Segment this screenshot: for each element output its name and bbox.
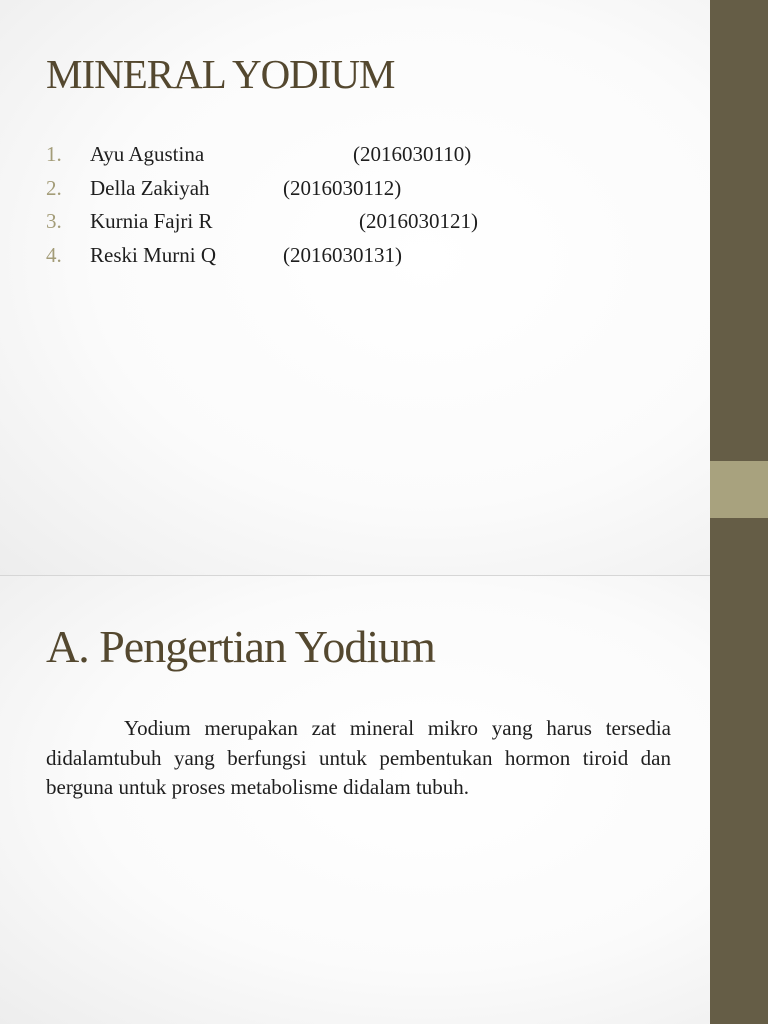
- member-nim: (2016030112): [283, 175, 402, 200]
- member-nim: (2016030110): [353, 142, 472, 166]
- member-name: Reski Murni Q: [90, 242, 216, 267]
- definition-paragraph: Yodium merupakan zat mineral mikro yang harus tersedia didalamtubuh yang berfungsi untuk pembentukan hormon tiroid dan berguna untuk proses metabolisme didalam tubuh.: [46, 716, 671, 799]
- slide-title: MINERAL YODIUM: [46, 51, 395, 97]
- member-name: Ayu Agustina: [90, 142, 205, 166]
- list-number: 4.: [46, 242, 62, 267]
- decorative-side-accent: [710, 461, 768, 518]
- list-number: 1.: [46, 142, 62, 166]
- member-nim: (2016030131): [283, 242, 402, 267]
- list-number: 2.: [46, 175, 62, 200]
- member-nim: (2016030121): [359, 209, 478, 233]
- list-number: 3.: [46, 209, 62, 233]
- member-name: Kurnia Fajri R: [90, 209, 213, 233]
- member-name: Della Zakiyah: [90, 175, 210, 200]
- section-heading: A. Pengertian Yodium: [46, 621, 435, 672]
